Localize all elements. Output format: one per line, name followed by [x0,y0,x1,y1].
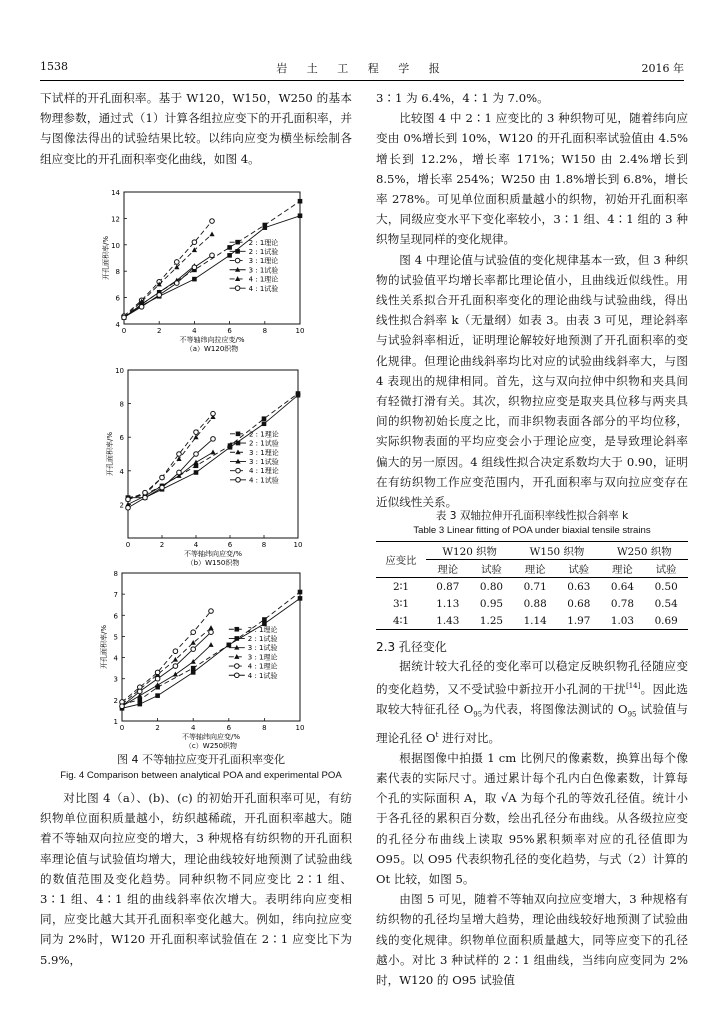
paragraph [376,656,688,748]
x-tick-label: 6 [226,724,232,732]
legend-label: 2 : 1试验 [249,439,279,448]
data-point [191,640,196,645]
x-tick-label: 6 [227,327,232,335]
data-point [228,445,233,450]
right-column-bottom [376,656,688,990]
table-group: W150 织物 [513,542,600,560]
table-cell: 0.95 [479,597,504,610]
table-subheader: 理论 [612,564,633,576]
y-tick-label: 4 [113,654,118,663]
y-tick-label: 8 [115,268,120,277]
series-line [128,414,213,500]
y-tick-label: 12 [111,215,120,224]
data-point [177,470,182,475]
data-point [298,590,303,595]
table-cell: 0.68 [567,597,591,610]
legend-label: 2 : 1理论 [249,430,279,439]
data-point [139,305,144,310]
x-tick-label: 4 [190,724,196,732]
legend-marker [236,478,241,483]
table-cell: 0.64 [610,580,635,593]
legend-marker [236,468,241,473]
table-caption-cn: 表 3 双轴拉伸开孔面积率线性拟合斜率 k [435,510,629,522]
y-tick-label: 6 [115,294,120,303]
table-subheader: 试验 [655,564,677,576]
legend-marker [235,636,240,641]
table-cell: 0.71 [523,580,547,593]
data-point [209,609,214,614]
legend-label: 3 : 1理论 [249,448,279,457]
paragraph: 下试样的开孔面积率。基于 W120，W150，W250 的基本物理参数，通过式（1）计算各组拉应变下的开孔面积率，并与图像法得出的试验结果比较。以纬向应变为横坐标绘制各组应变比的开孔面积率变化曲线，如图 4。 [40,91,352,166]
table-caption-en: Table 3 Linear fitting of POA under biaxial tensile strains [413,525,651,536]
legend-marker [235,286,240,291]
x-tick-label: 10 [295,327,305,335]
section-heading: 2.3 孔径变化 [376,640,447,654]
x-tick-label: 0 [125,541,131,549]
data-point [262,421,267,426]
y-axis-label: 开孔面积率/% [106,431,114,477]
legend-label: 4 : 1试验 [247,671,278,680]
figure-4b [100,362,330,567]
x-tick-label: 4 [192,327,197,335]
table-cell: 0.63 [567,580,591,593]
legend-marker [235,258,240,263]
table-subheader: 试验 [481,564,502,576]
legend-label: 4 : 1试验 [249,476,279,485]
subscript: 95 [473,710,483,719]
data-point [143,495,148,500]
x-tick-label: 2 [159,541,165,549]
data-point [120,704,125,709]
y-tick-label: 10 [111,241,120,250]
table-cell: 4∶1 [393,614,409,627]
y-axis-label: 开孔面积率/% [102,235,110,281]
data-point [227,245,232,250]
y-tick-label: 7 [113,591,118,600]
data-point [160,475,165,480]
subfigure-label: （a）W120织物 [185,345,239,353]
table-cell: 1.25 [479,614,504,627]
data-point [122,315,127,320]
data-point [208,625,213,630]
figure-caption-en: Fig. 4 Comparison between analytical POA and experimental POA [60,770,342,781]
legend-label: 3 : 1理论 [247,653,278,662]
legend-marker [235,249,240,254]
series-line [128,417,213,499]
legend-label: 4 : 1理论 [249,467,279,476]
y-tick-label: 1 [113,718,118,726]
header-rule [40,80,684,81]
data-point [192,277,197,282]
running-header [40,60,684,78]
page-number: 1538 [40,60,68,73]
x-axis-label: 不等轴纬向应变/% [181,733,241,741]
y-tick-label: 2 [113,696,118,705]
data-point [211,437,216,442]
citation: [14] [625,682,641,691]
table-corner: 应变比 [376,542,426,578]
data-point [138,698,143,703]
data-point [138,702,143,707]
y-tick-label: 8 [113,570,118,578]
subfigure-label: （b）W150织物 [186,559,240,567]
data-point [155,676,160,681]
data-point [263,225,268,230]
data-point [194,430,199,435]
y-tick-label: 4 [115,321,120,329]
table-cell: 0.80 [479,580,504,593]
superscript: t [435,730,439,739]
x-tick-label: 2 [156,327,162,335]
data-point [298,199,303,204]
data-point [296,393,301,398]
legend-label: 3 : 1试验 [247,644,278,653]
data-point [209,231,214,236]
y-tick-label: 4 [119,467,124,476]
y-tick-label: 2 [119,501,124,510]
paragraph: 3∶1 为 6.4%，4∶1 为 7.0%。 [376,91,549,105]
x-tick-label: 8 [261,541,267,549]
data-point [138,689,143,694]
legend-marker [236,432,241,437]
series-line [122,611,211,702]
data-point [143,490,148,495]
table-cell: 0.69 [654,614,678,627]
chart-b [100,362,330,567]
data-point [155,682,160,687]
table-cell: 1.97 [567,614,591,627]
table-subheader: 理论 [524,564,546,576]
data-point [160,485,165,490]
series-line [128,452,213,504]
legend-label: 2 : 1试验 [247,635,278,644]
data-point [192,240,197,245]
paragraph: 比较图 4 中 2∶1 应变比的 3 种织物可见，随着纬向应变由 0%增长到 10%，W120 的开孔面积率试验值由 4.5%增长到 12.2%，增长率 171%；W150 由 2.4%增长到 8.5%，增长率 254%；W250 由 1.8%增长到 6.8%，增长率 278%。可见单位面积质量越小的织物，初始开孔面积率大，同级应变水平下变化率较小，3∶1 组、4∶1 组的 3 种织物呈现同样的变化规律。 [376,111,688,247]
table-3 [376,541,688,630]
y-axis-label: 开孔面积率/% [100,624,108,670]
table-cell: 2∶1 [393,580,409,593]
left-column-bottom [40,788,352,970]
series-line [124,221,212,316]
x-tick-label: 0 [121,327,127,335]
table-cell: 1.43 [436,614,460,627]
data-point [211,411,216,416]
data-point [175,260,180,265]
table-cell: 1.03 [610,614,635,627]
data-point [194,470,199,475]
data-point [208,642,213,647]
y-tick-label: 10 [115,367,124,375]
table-subheader: 试验 [568,564,590,576]
data-point [209,630,214,635]
journal-name: 岩 土 工 程 学 报 [276,62,448,75]
data-point [262,416,267,421]
x-axis-label: 不等轴纬向应变/% [183,550,243,558]
table-group: W250 织物 [601,542,688,560]
x-tick-label: 2 [155,724,160,732]
legend-marker [235,627,240,632]
table-cell: 3∶1 [393,597,409,610]
data-point [175,281,180,286]
figure-4c [100,563,330,749]
text-run: 试验值与理论孔径 O [376,702,688,745]
chart-a [100,184,330,374]
text-run: 。因此选取较大特征孔径 O [376,682,688,717]
x-axis-label: 不等轴纬向拉应变/% [179,336,245,344]
data-point [177,452,182,457]
y-tick-label: 5 [113,633,118,642]
chart-c [100,563,330,749]
table-cell: 0.87 [436,580,460,593]
data-point [262,617,267,622]
y-tick-label: 6 [119,434,124,443]
legend-marker [236,441,241,446]
x-tick-label: 10 [293,541,303,549]
legend-marker [235,673,240,678]
data-point [157,293,162,298]
data-point [227,253,232,258]
paragraph: 根据图像中拍摄 1 cm 比例尺的像素数，换算出每个像素代表的实际尺寸。通过累计每个孔内白色像素数，计算每个孔的实际面积 A，取 √A 为每个孔的等效孔径值。统计小于各孔径的累积百分数，绘出孔径分布曲线。从各级拉应变的孔径分布曲线上读取 95%累积频率对应的孔径值即为 O95。以 O95 代表织物孔径的变化趋势，与式（2）计算的 Ot 比较，如图 5。 [376,750,688,887]
legend-marker [235,240,240,245]
data-point [194,452,199,457]
legend-label: 4 : 1理论 [247,662,278,671]
x-tick-label: 0 [119,724,125,732]
text-run: 为代表，将图像法测试的 O [482,702,628,717]
legend-label: 2 : 1理论 [247,625,278,634]
data-point [210,450,215,455]
data-point [155,693,160,698]
x-tick-label: 6 [227,541,233,549]
subscript: 95 [627,710,637,719]
table-cell: 1.14 [523,614,547,627]
data-point [191,630,196,635]
left-column-top [40,88,352,169]
table-group: W120 织物 [426,542,513,560]
legend-label: 3 : 1试验 [248,266,279,275]
legend-label: 2 : 1理论 [248,238,279,247]
table-subheader: 理论 [437,564,459,576]
data-point [210,219,215,224]
data-point [191,647,196,652]
paragraph: 由图 5 可见，随着不等轴双向拉应变增大，3 种规格有纺织物的孔径均呈增大趋势，理论曲线较好地预测了试验曲线的变化规律。织物单位面积质量越大，同等应变下的孔径越小。对比 3 种试样的 2∶1 组曲线，当纬向应变同为 2%时，W120 的 O95 试验值 [376,892,688,988]
legend-label: 4 : 1试验 [248,284,279,293]
data-point [155,670,160,675]
data-point [210,253,215,258]
y-tick-label: 6 [113,612,118,621]
legend-label: 3 : 1试验 [249,458,279,467]
y-tick-label: 14 [111,189,120,197]
legend-label: 3 : 1理论 [248,257,279,266]
text-run: 据统计较大孔径的变化率可以稳定反映织物孔径随应变的变化趋势，又不受试验中新拉开小孔洞的干扰 [376,659,688,697]
data-point [126,505,131,510]
data-point [126,497,131,502]
table-cell: 0.54 [654,597,678,610]
x-tick-label: 8 [262,327,268,335]
legend-label: 2 : 1试验 [248,247,279,256]
figure-caption-cn: 图 4 不等轴拉应变开孔面积率变化 [117,753,285,766]
series-line [122,628,211,704]
y-tick-label: 8 [119,400,124,409]
table-cell: 1.13 [436,597,460,610]
table-cell: 0.78 [610,597,635,610]
data-point [192,265,197,270]
figure-4a [100,184,330,374]
data-point [173,672,178,677]
series-line [122,645,211,706]
subfigure-label: （c）W250织物 [184,742,238,750]
table-row [376,612,688,630]
right-column-top [376,88,688,512]
table-row [376,595,688,612]
data-point [191,670,196,675]
year: 2016 年 [641,62,684,75]
data-point [298,596,303,601]
data-point [193,460,198,465]
x-tick-label: 8 [262,724,267,732]
legend-label: 4 : 1理论 [248,275,279,284]
data-point [173,664,178,669]
x-tick-label: 10 [295,724,305,732]
data-point [227,643,232,648]
text-run: 进行对比。 [438,730,501,745]
data-point [191,666,196,671]
x-tick-label: 4 [193,541,199,549]
data-point [173,649,178,654]
legend-marker [235,664,240,669]
paragraph: 对比图 4（a）、(b)、(c) 的初始开孔面积率可见，有纺织物单位面积质量越小，纺织越稀疏，开孔面积率越大。随着不等轴双向拉应变的增大，3 种规格有纺织物的开孔面积率理论值与试验值均增大，理论曲线较好地预测了试验曲线的数值范围及变化趋势。同种织物不同应变比 2∶1 组、3∶1 组、4∶1 组的曲线斜率依次增大。表明纬向应变相同，应变比越大其开孔面积率变化越大。例如，纬向拉应变同为 2%时，W120 开孔面积率试验值在 2∶1 应变比下为 5.9%， [40,791,352,967]
table-cell: 0.50 [654,580,678,593]
table-cell: 0.88 [523,597,547,610]
y-tick-label: 3 [113,675,118,684]
paragraph: 图 4 中理论值与试验值的变化规律基本一致，但 3 种织物的试验值平均增长率都比理论值小，且曲线近似线性。用线性关系拟合开孔面积率变化的理论曲线与试验曲线，得出线性拟合斜率 k（无量纲）如表 3。由表 3 可见，理论斜率与试验斜率相近，证明理论解较好地预测了开孔面积率的变化规律。但理论曲线斜率均比对应的试验曲线斜率大，与图 4 表现出的规律相同。首先，这与双向拉伸中织物和夹具间有轻微打滑有关。其次，织物拉应变是取夹具位移与两夹具间的织物初始长度之比，而非织物表面各部分的平均位移，实际织物表面的平均应变会小于理论应变，是导致理论斜率偏大的另一原因。4 组线性拟合决定系数均大于 0.90，证明在有纺织物工作应变范围内，开孔面积率与双向拉应变存在近似线性关系。 [376,252,688,510]
table-row [376,578,688,596]
data-point [298,213,303,218]
